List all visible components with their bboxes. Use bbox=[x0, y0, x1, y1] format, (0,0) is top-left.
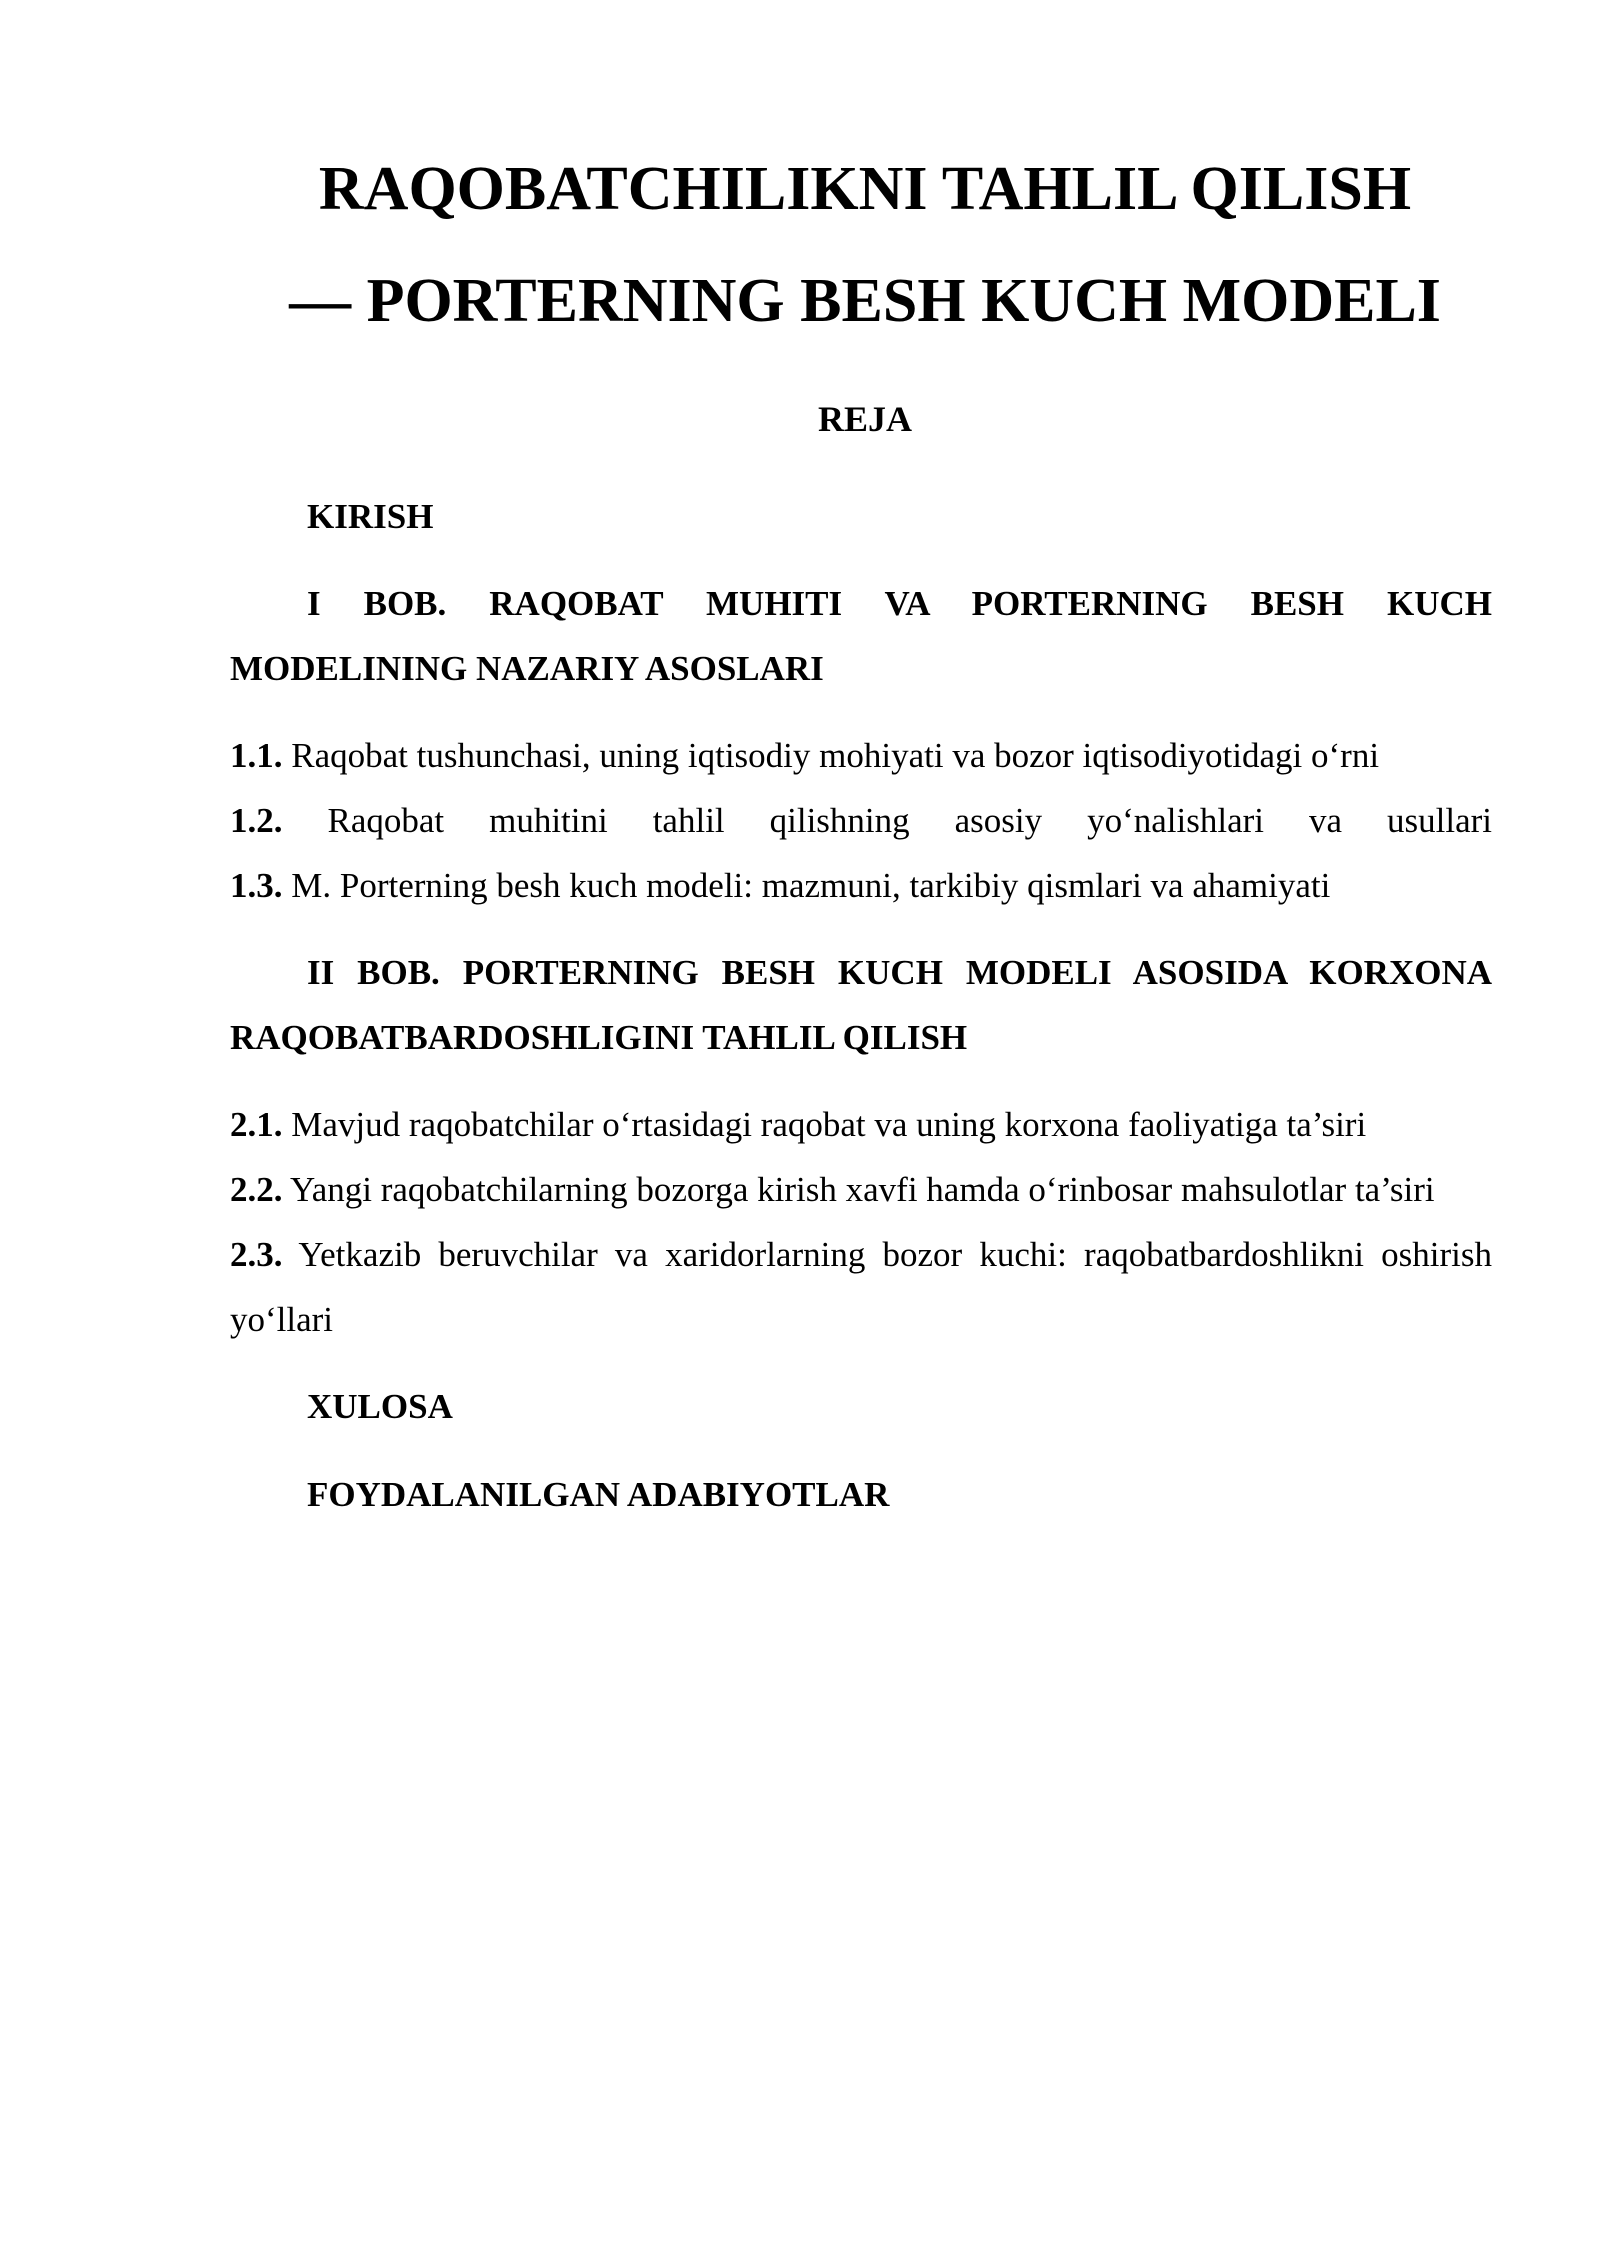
item-text: Raqobat muhitini tahlil qilishning asosiy yo‘nalishlari va usullari bbox=[282, 801, 1492, 840]
list-item bbox=[230, 1157, 1492, 1222]
plan-heading: REJA bbox=[817, 399, 912, 439]
conclusion-heading: XULOSA bbox=[307, 1387, 453, 1426]
list-item bbox=[230, 788, 1492, 853]
table-of-contents bbox=[230, 484, 1492, 1527]
list-item bbox=[230, 723, 1492, 788]
item-text: M. Porterning besh kuch modeli: mazmuni, tarkibiy qismlari va ahamiyati bbox=[282, 866, 1331, 905]
item-text: Yangi raqobatchilarning bozorga kirish xavfi hamda o‘rinbosar mahsulotlar ta’siri bbox=[282, 1170, 1435, 1209]
chapter-2-items bbox=[230, 1092, 1492, 1352]
item-text: Mavjud raqobatchilar o‘rtasidagi raqobat va uning korxona faoliyatiga ta’siri bbox=[282, 1105, 1367, 1144]
item-text: Yetkazib beruvchilar va xaridorlarning bozor kuchi: raqobatbardoshlikni oshirish yo‘llari bbox=[230, 1235, 1492, 1339]
item-number: 2.1. bbox=[230, 1105, 283, 1144]
item-number: 1.2. bbox=[230, 801, 283, 840]
list-item bbox=[230, 1222, 1492, 1352]
item-number: 2.2. bbox=[230, 1170, 283, 1209]
item-number: 2.3. bbox=[230, 1235, 283, 1274]
list-item bbox=[230, 1092, 1492, 1157]
chapter-1-heading: I BOB. RAQOBAT MUHITI VA PORTERNING BESH KUCH MODELINING NAZARIY ASOSLARI bbox=[230, 584, 1492, 688]
document-title-line-1: RAQOBATCHILIKNI TAHLIL QILISH bbox=[318, 155, 1412, 223]
references-heading: FOYDALANILGAN ADABIYOTLAR bbox=[307, 1475, 890, 1514]
document-title-line-2: — PORTERNING BESH KUCH MODELI bbox=[289, 267, 1441, 335]
list-item bbox=[230, 853, 1492, 918]
intro-heading: KIRISH bbox=[307, 497, 434, 536]
chapter-1-items bbox=[230, 723, 1492, 918]
item-text: Raqobat tushunchasi, uning iqtisodiy mohiyati va bozor iqtisodiyotidagi o‘rni bbox=[282, 736, 1380, 775]
item-number: 1.3. bbox=[230, 866, 283, 905]
chapter-2-heading: II BOB. PORTERNING BESH KUCH MODELI ASOSIDA KORXONA RAQOBATBARDOSHLIGINI TAHLIL QILISH bbox=[230, 953, 1492, 1057]
item-number: 1.1. bbox=[230, 736, 283, 775]
